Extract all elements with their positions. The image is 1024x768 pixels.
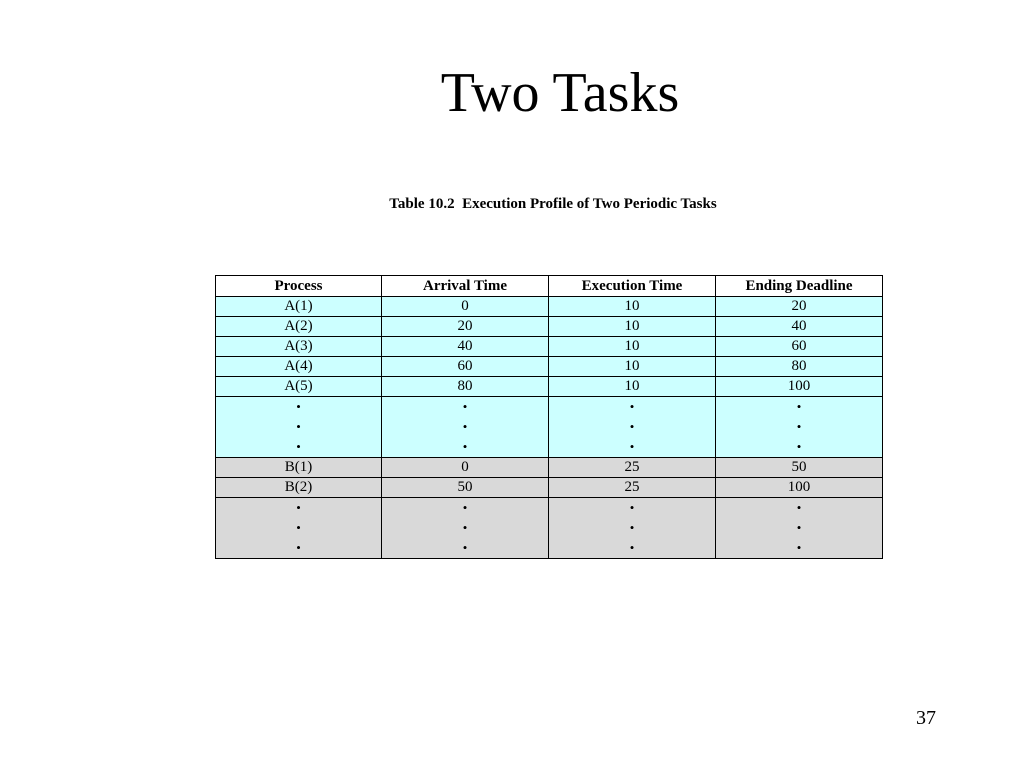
cell-process: A(2) [216,317,382,337]
continuation-dot: • [629,439,635,454]
cell-arrival-time: 0 [382,458,549,478]
continuation-dot: • [796,540,802,555]
cell-ending-deadline: 100 [716,377,883,397]
continuation-dot: • [462,540,468,555]
continuation-dot: • [796,500,802,515]
cell-process: B(1) [216,458,382,478]
continuation-dot: • [462,520,468,535]
continuation-dot: • [629,500,635,515]
cell-ending-deadline: 20 [716,297,883,317]
continuation-dot: • [629,399,635,414]
cell-arrival-time: 80 [382,377,549,397]
header-process: Process [216,276,382,297]
table-row [216,337,883,357]
continuation-dot: • [296,500,301,515]
continuation-dot: • [462,500,468,515]
table-row [216,478,883,498]
continuation-dot: • [296,399,301,414]
cell-process: A(1) [216,297,382,317]
table-row [216,317,883,337]
continuation-dot: • [296,439,301,454]
continuation-dot: • [462,419,468,434]
header-execution-time: Execution Time [549,276,716,297]
header-arrival-time: Arrival Time [382,276,549,297]
continuation-row [216,498,883,559]
continuation-cell [216,397,382,458]
cell-execution-time: 10 [549,337,716,357]
continuation-dot: • [629,520,635,535]
continuation-dot: • [629,540,635,555]
cell-process: A(3) [216,337,382,357]
continuation-dot: • [296,540,301,555]
continuation-dot: • [796,419,802,434]
cell-process: B(2) [216,478,382,498]
continuation-dot: • [462,439,468,454]
continuation-cell [216,498,382,559]
table-row [216,357,883,377]
table-caption: Table 10.2 Execution Profile of Two Periodic Tasks [389,196,717,212]
cell-execution-time: 10 [549,357,716,377]
cell-arrival-time: 60 [382,357,549,377]
table-row [216,458,883,478]
cell-arrival-time: 0 [382,297,549,317]
table-header-row [216,276,883,297]
cell-execution-time: 10 [549,377,716,397]
cell-process: A(4) [216,357,382,377]
continuation-cell [549,498,716,559]
cell-ending-deadline: 80 [716,357,883,377]
cell-execution-time: 25 [549,478,716,498]
continuation-cell [716,397,883,458]
continuation-row [216,397,883,458]
cell-ending-deadline: 40 [716,317,883,337]
cell-execution-time: 25 [549,458,716,478]
continuation-cell [382,397,549,458]
cell-arrival-time: 20 [382,317,549,337]
cell-ending-deadline: 60 [716,337,883,357]
cell-process: A(5) [216,377,382,397]
continuation-dot: • [796,439,802,454]
header-ending-deadline: Ending Deadline [716,276,883,297]
continuation-dot: • [296,419,301,434]
continuation-cell [382,498,549,559]
cell-ending-deadline: 50 [716,458,883,478]
cell-execution-time: 10 [549,297,716,317]
cell-execution-time: 10 [549,317,716,337]
cell-ending-deadline: 100 [716,478,883,498]
page-number: 37 [916,707,936,729]
execution-profile-table [215,275,883,559]
cell-arrival-time: 50 [382,478,549,498]
continuation-dot: • [796,520,802,535]
continuation-dot: • [796,399,802,414]
continuation-cell [549,397,716,458]
continuation-cell [716,498,883,559]
cell-arrival-time: 40 [382,337,549,357]
table-row [216,377,883,397]
continuation-dot: • [629,419,635,434]
table-row [216,297,883,317]
continuation-dot: • [462,399,468,414]
continuation-dot: • [296,520,301,535]
slide-title: Two Tasks [440,62,680,124]
